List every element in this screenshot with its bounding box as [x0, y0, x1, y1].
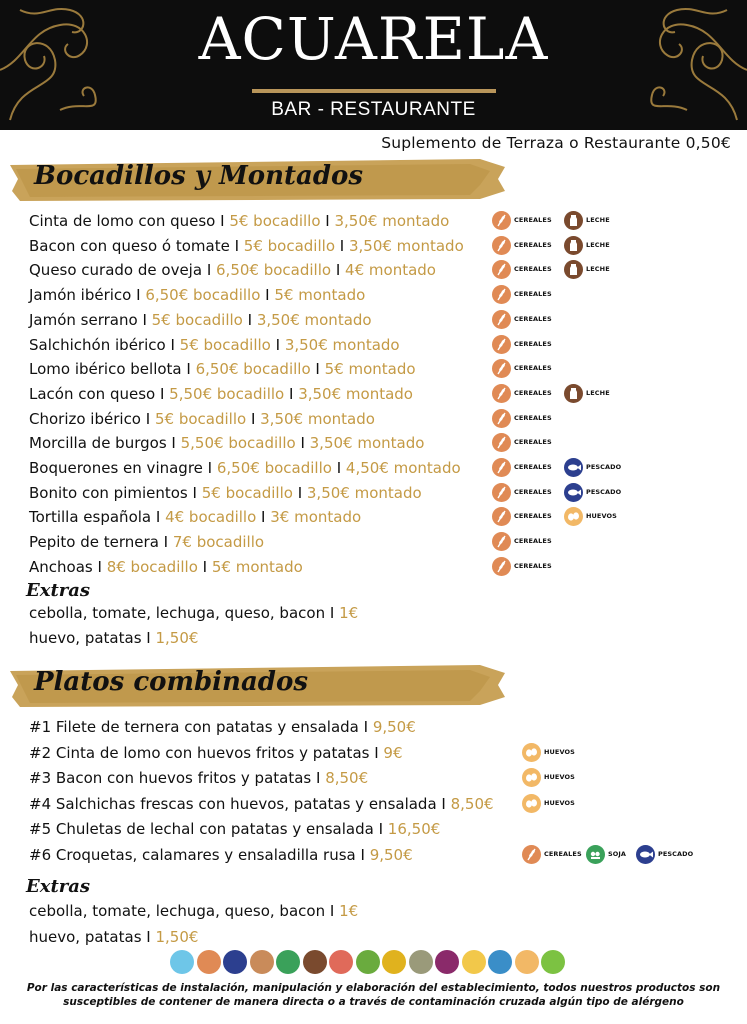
price-montado: 5€ montado: [274, 286, 366, 305]
pescado-icon: [636, 845, 655, 864]
allergen-label: HUEVOS: [544, 798, 575, 807]
item-name: #2 Cinta de lomo con huevos fritos y patatas: [29, 743, 370, 762]
allergen-label: HUEVOS: [544, 773, 575, 782]
price-montado: 5€ montado: [324, 360, 416, 379]
separator: I: [256, 508, 271, 527]
separator: I: [358, 718, 373, 736]
allergen-label: LECHE: [586, 388, 610, 397]
section-title-bocadillos: Bocadillos y Montados: [34, 161, 364, 191]
extras-line: [29, 926, 198, 948]
section-banner-platos: [10, 661, 505, 709]
separator: I: [158, 533, 173, 552]
plate-price: 9,50€: [369, 846, 413, 864]
allergen-label: CEREALES: [514, 487, 552, 496]
pescado-icon: [223, 950, 247, 974]
item-name: Jamón ibérico: [29, 286, 132, 305]
cereales-icon: [492, 236, 511, 255]
allergen-label: CEREALES: [514, 413, 552, 422]
price-bocadillo: 6,50€ bocadillo: [145, 286, 261, 305]
price-bocadillo: 7€ bocadillo: [172, 533, 265, 552]
price-montado: 3,50€ montado: [256, 310, 372, 329]
separator: I: [246, 409, 261, 428]
cereales-icon: [492, 260, 511, 279]
price-bocadillo: 5€ bocadillo: [201, 483, 293, 502]
allergen-label: CEREALES: [514, 314, 552, 323]
plate-price: 9€: [383, 743, 403, 762]
combo-plate-row: [29, 818, 440, 840]
separator: I: [151, 508, 166, 527]
separator: I: [331, 459, 346, 477]
mostaza-icon: [382, 950, 406, 974]
menu-item-row: [29, 334, 400, 356]
price-bocadillo: 5€ bocadillo: [229, 212, 321, 230]
leche-icon: [564, 384, 583, 403]
separator: I: [202, 261, 217, 280]
allergen-disclaimer: Por las características de instalación, manipulación y elaboración del establecimiento, todos nuestros productos son susceptibles de contener de manera directa o a través de contaminación cruzada algún tipo de alérgeno: [26, 982, 721, 1008]
item-name: Boquerones en vinagre: [29, 459, 203, 477]
altramuces-icon: [462, 950, 486, 974]
item-name: Anchoas: [29, 557, 93, 576]
allergen-label: CEREALES: [514, 364, 552, 373]
price-bocadillo: 5,50€ bocadillo: [169, 384, 285, 403]
item-name: Morcilla de burgos: [29, 434, 167, 453]
moluscos-icon: [170, 950, 194, 974]
price-montado: 3,50€ montado: [306, 483, 422, 502]
huevos-icon: [522, 794, 541, 813]
allergen-legend: [170, 950, 570, 976]
cereales-icon: [492, 458, 511, 477]
cacahuetes-icon: [250, 950, 274, 974]
cereales-icon: [492, 359, 511, 378]
price-bocadillo: 8€ bocadillo: [106, 557, 198, 576]
item-name: #3 Bacon con huevos fritos y patatas: [29, 769, 312, 788]
separator: I: [292, 483, 307, 502]
separator: I: [131, 286, 146, 305]
extras-items: huevo, patatas: [29, 629, 142, 647]
cereales-icon: [492, 384, 511, 403]
item-name: Jamón serrano: [29, 310, 138, 329]
separator: I: [141, 928, 156, 946]
extras-price: 1,50€: [155, 928, 199, 946]
menu-item-row: [29, 408, 375, 430]
price-montado: 3,50€ montado: [284, 335, 400, 354]
allergen-label: CEREALES: [514, 240, 552, 249]
extras-title-bocadillos: Extras: [26, 580, 91, 601]
cereales-icon: [492, 483, 511, 502]
extras-title-platos: Extras: [26, 876, 91, 897]
cereales-icon: [197, 950, 221, 974]
menu-item-row: [29, 309, 372, 331]
separator: I: [141, 629, 156, 647]
menu-item-row: [29, 235, 464, 257]
section-title-platos: Platos combinados: [34, 667, 308, 697]
separator: I: [155, 384, 170, 403]
leche-icon: [564, 236, 583, 255]
item-name: Salchichón ibérico: [29, 335, 166, 354]
menu-item-row: [29, 210, 449, 232]
separator: I: [369, 743, 384, 762]
separator: I: [260, 286, 275, 305]
item-name: #6 Croquetas, calamares y ensaladilla rusa: [29, 846, 356, 864]
combo-plate-row: [29, 844, 413, 866]
separator: I: [165, 335, 180, 354]
price-montado: 3,50€ montado: [348, 236, 464, 255]
allergen-label: PESCADO: [586, 487, 622, 496]
price-montado: 4,50€ montado: [345, 459, 461, 477]
item-name: Bonito con pimientos: [29, 483, 188, 502]
allergen-label: CEREALES: [514, 512, 552, 521]
cereales-icon: [492, 409, 511, 428]
frutos-cascara-icon: [329, 950, 353, 974]
price-montado: 4€ montado: [345, 261, 436, 280]
combo-plate-row: [29, 742, 403, 764]
menu-item-row: [29, 506, 361, 528]
menu-item-row: [29, 531, 264, 553]
plate-price: 8,50€: [450, 794, 494, 813]
allergen-label: LECHE: [586, 240, 610, 249]
soja-icon: [586, 845, 605, 864]
leche-icon: [564, 260, 583, 279]
cereales-icon: [522, 845, 541, 864]
cereales-icon: [492, 310, 511, 329]
combo-plate-row: [29, 793, 494, 815]
terrace-supplement: Suplemento de Terraza o Restaurante 0,50€: [381, 134, 731, 152]
pescado-icon: [564, 483, 583, 502]
separator: I: [202, 459, 217, 477]
allergen-label: CEREALES: [514, 561, 552, 570]
allergen-label: PESCADO: [586, 463, 622, 471]
allergen-label: CEREALES: [514, 216, 552, 224]
allergen-label: CEREALES: [514, 339, 552, 348]
pescado-icon: [564, 458, 583, 477]
cereales-icon: [492, 335, 511, 354]
combo-plate-row: [29, 716, 416, 738]
menu-item-row: [29, 284, 365, 306]
separator: I: [187, 483, 202, 502]
allergen-label: CEREALES: [514, 290, 552, 299]
price-montado: 3,50€ montado: [260, 409, 375, 428]
allergen-label: SOJA: [608, 850, 627, 858]
item-name: Lacón con queso: [29, 384, 156, 403]
item-name: #5 Chuletas de lechal con patatas y ensalada: [29, 820, 374, 839]
separator: I: [229, 236, 244, 255]
cereales-icon: [492, 433, 511, 452]
separator: I: [325, 902, 340, 920]
menu-item-row: [29, 358, 416, 380]
extras-items: huevo, patatas: [29, 928, 142, 946]
cereales-icon: [492, 285, 511, 304]
sesamo-icon: [409, 950, 433, 974]
separator: I: [92, 557, 107, 576]
separator: I: [331, 261, 346, 280]
allergen-label: CEREALES: [514, 388, 552, 397]
separator: I: [197, 557, 212, 576]
extras-items: cebolla, tomate, lechuga, queso, bacon: [29, 902, 326, 920]
plate-price: 16,50€: [387, 820, 441, 839]
separator: I: [181, 360, 196, 379]
cereales-icon: [492, 532, 511, 551]
separator: I: [166, 434, 181, 453]
separator: I: [242, 310, 257, 329]
price-montado: 3,50€ montado: [334, 212, 450, 230]
separator: I: [137, 310, 152, 329]
allergen-label: PESCADO: [658, 850, 694, 858]
plate-price: 9,50€: [372, 718, 416, 736]
cereales-icon: [492, 211, 511, 230]
allergen-label: CEREALES: [514, 438, 552, 447]
separator: I: [215, 212, 230, 230]
header: [0, 0, 747, 130]
item-name: Tortilla española: [29, 508, 152, 527]
price-bocadillo: 6,50€ bocadillo: [216, 459, 332, 477]
separator: I: [310, 360, 325, 379]
leche-icon: [303, 950, 327, 974]
brand-title: ACUARELA: [198, 5, 549, 73]
cereales-icon: [492, 557, 511, 576]
separator: I: [320, 212, 335, 230]
price-bocadillo: 5€ bocadillo: [243, 236, 335, 255]
extras-price: 1€: [339, 604, 359, 622]
allergen-label: HUEVOS: [544, 747, 575, 756]
separator: I: [335, 236, 349, 255]
sulfitos-icon: [435, 950, 459, 974]
apio-tallo-icon: [541, 950, 565, 974]
combo-plate-row: [29, 767, 368, 789]
price-montado: 3,50€ montado: [298, 384, 413, 403]
separator: I: [436, 794, 451, 813]
price-bocadillo: 5,50€ bocadillo: [180, 434, 296, 453]
separator: I: [355, 846, 370, 864]
extras-line: [29, 627, 198, 649]
cereales-icon: [492, 507, 511, 526]
item-name: Chorizo ibérico: [29, 409, 141, 428]
menu-item-row: [29, 432, 424, 454]
crustaceos-icon: [488, 950, 512, 974]
menu-item-row: [29, 482, 422, 504]
extras-price: 1,50€: [155, 629, 199, 647]
price-montado: 5€ montado: [211, 557, 303, 576]
huevos-icon: [522, 743, 541, 762]
extras-price: 1€: [339, 902, 359, 920]
price-bocadillo: 5€ bocadillo: [154, 409, 247, 428]
plate-price: 8,50€: [325, 769, 369, 788]
price-bocadillo: 5€ bocadillo: [179, 335, 271, 354]
separator: I: [373, 820, 388, 839]
item-name: Pepito de ternera: [29, 533, 159, 552]
extras-line: [29, 900, 358, 922]
separator: I: [295, 434, 310, 453]
price-montado: 3,50€ montado: [309, 434, 425, 453]
price-bocadillo: 4€ bocadillo: [165, 508, 257, 527]
allergen-label: LECHE: [586, 265, 610, 274]
menu-item-row: [29, 259, 436, 281]
item-name: Cinta de lomo con queso: [29, 212, 216, 230]
huevos-icon: [522, 768, 541, 787]
item-name: #1 Filete de ternera con patatas y ensalada: [29, 718, 359, 736]
leche-icon: [564, 211, 583, 230]
section-banner-bocadillos: [10, 155, 505, 203]
allergen-label: CEREALES: [514, 265, 552, 274]
separator: I: [141, 409, 155, 428]
huevos-icon: [515, 950, 539, 974]
allergen-label: CEREALES: [544, 850, 582, 858]
price-bocadillo: 5€ bocadillo: [151, 310, 243, 329]
menu-item-row: [29, 556, 303, 578]
allergen-label: CEREALES: [514, 463, 552, 471]
item-name: Queso curado de oveja: [29, 261, 203, 280]
allergen-label: CEREALES: [514, 537, 552, 546]
brand-subtitle: BAR - RESTAURANTE: [271, 99, 476, 120]
soja-icon: [276, 950, 300, 974]
menu-item-row: [29, 383, 413, 405]
menu-item-row: [29, 457, 461, 479]
price-montado: 3€ montado: [270, 508, 362, 527]
huevos-icon: [564, 507, 583, 526]
price-bocadillo: 6,50€ bocadillo: [216, 261, 332, 280]
separator: I: [270, 335, 285, 354]
apio-icon: [356, 950, 380, 974]
allergen-label: HUEVOS: [586, 512, 617, 521]
separator: I: [311, 769, 326, 788]
separator: I: [325, 604, 340, 622]
separator: I: [284, 384, 299, 403]
brand-divider: [252, 89, 496, 93]
price-bocadillo: 6,50€ bocadillo: [195, 360, 311, 379]
allergen-label: LECHE: [586, 216, 610, 224]
extras-items: cebolla, tomate, lechuga, queso, bacon: [29, 604, 326, 622]
extras-line: [29, 602, 358, 624]
item-name: #4 Salchichas frescas con huevos, patatas y ensalada: [29, 794, 437, 813]
item-name: Lomo ibérico bellota: [29, 360, 182, 379]
item-name: Bacon con queso ó tomate: [29, 236, 230, 255]
